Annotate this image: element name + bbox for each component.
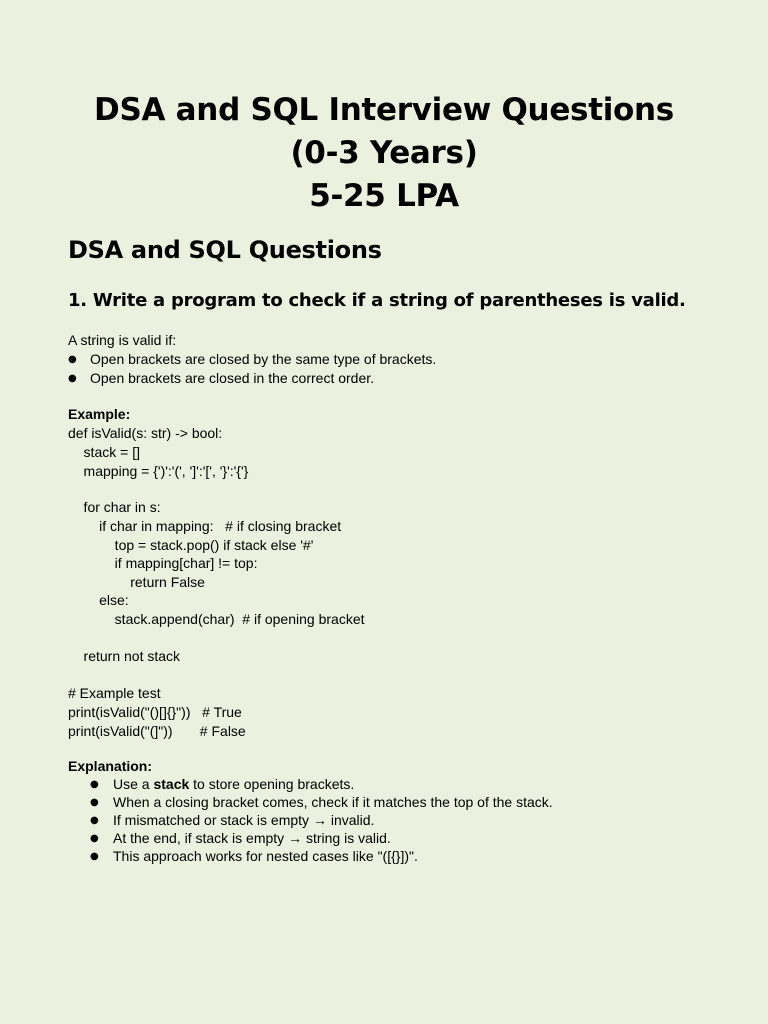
document-title-line-2: (0-3 Years) bbox=[290, 135, 478, 171]
code-line: top = stack.pop() if stack else '#' bbox=[68, 537, 314, 553]
explanation-text-prefix: Use a bbox=[113, 776, 154, 792]
document-title-line-3: 5-25 LPA bbox=[309, 178, 459, 214]
explanation-text bbox=[113, 775, 354, 794]
explanation-text: If mismatched or stack is empty → invalid. bbox=[113, 812, 375, 828]
bullet-icon: ● bbox=[90, 815, 99, 826]
bullet-icon: ● bbox=[90, 779, 99, 790]
code-line: return False bbox=[68, 574, 205, 590]
bullet-icon: ● bbox=[90, 851, 99, 862]
section-heading: DSA and SQL Questions bbox=[68, 236, 382, 264]
bullet-icon: ● bbox=[68, 354, 77, 365]
question-heading: 1. Write a program to check if a string of parentheses is valid. bbox=[68, 290, 686, 311]
bullet-icon: ● bbox=[68, 373, 77, 384]
explanation-text: When a closing bracket comes, check if it matches the top of the stack. bbox=[113, 794, 553, 810]
question-intro: A string is valid if: bbox=[68, 332, 177, 348]
bullet-icon: ● bbox=[90, 833, 99, 844]
code-line: mapping = {')':'(', ']':'[', '}':'{'} bbox=[68, 463, 249, 479]
explanation-text-bold: stack bbox=[153, 776, 190, 792]
explanation-text: At the end, if stack is empty → string is valid. bbox=[113, 830, 391, 846]
code-line: else: bbox=[68, 592, 129, 608]
bullet-icon: ● bbox=[90, 797, 99, 808]
document-title-line-1: DSA and SQL Interview Questions bbox=[94, 92, 674, 128]
explanation-label: Explanation: bbox=[68, 758, 153, 774]
example-label: Example: bbox=[68, 406, 131, 422]
code-line: if mapping[char] != top: bbox=[68, 555, 258, 571]
code-line: # Example test bbox=[68, 685, 161, 701]
code-line: for char in s: bbox=[68, 499, 161, 515]
explanation-text-suffix: to store opening brackets. bbox=[189, 776, 355, 792]
code-line: print(isValid("()[]{}")) # True bbox=[68, 704, 242, 720]
condition-text: Open brackets are closed in the correct order. bbox=[90, 370, 375, 386]
code-line: return not stack bbox=[68, 648, 181, 664]
code-line: if char in mapping: # if closing bracket bbox=[68, 518, 342, 534]
code-line: print(isValid("(]")) # False bbox=[68, 723, 246, 739]
code-line: stack = [] bbox=[68, 444, 140, 460]
code-line: stack.append(char) # if opening bracket bbox=[68, 611, 365, 627]
condition-text: Open brackets are closed by the same type of brackets. bbox=[90, 351, 437, 367]
code-line: def isValid(s: str) -> bool: bbox=[68, 425, 223, 441]
explanation-text: This approach works for nested cases like "([{}])". bbox=[113, 848, 418, 864]
